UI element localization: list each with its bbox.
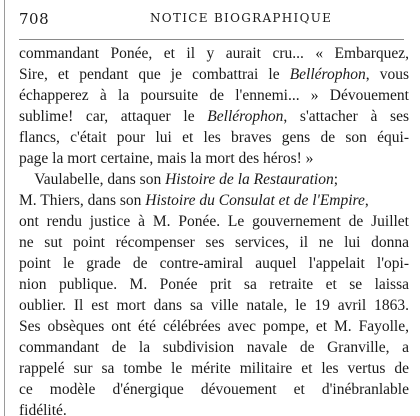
italic-title: Bellérophon <box>289 66 366 83</box>
italic-title: Histoire du Consulat et de l'Empire <box>145 192 365 209</box>
running-title: NOTICE BIOGRAPHIQUE <box>150 11 333 25</box>
text-line: commandant Ponée, et il y aurait cru... « Embarquez, <box>19 45 409 62</box>
text-line: oublier. Il est mort dans sa ville natale, le 19 avril 1863. <box>19 297 409 314</box>
text-line: nion publique. M. Ponée prit sa retraite et se laissa <box>19 276 409 293</box>
header-rule <box>19 39 404 40</box>
text-line: ont rendu justice à M. Ponée. Le gouvernement de Juillet <box>19 213 409 230</box>
text-line: fidélité. <box>19 402 67 416</box>
text-line: flancs, c'était pour lui et les braves gens de son équi- <box>19 129 409 146</box>
italic-title: Bellérophon <box>207 108 284 125</box>
text-line: échapperez à la poursuite de l'ennemi... » Dévouement <box>19 87 409 104</box>
body-text <box>19 43 409 416</box>
text-line: ne sut point récompenser ses services, il ne lui donna <box>19 234 409 251</box>
italic-title: Histoire de la Restauration <box>165 171 334 188</box>
text-line: Ses obsèques ont été célébrées avec pompe, et M. Fayolle, <box>19 318 409 335</box>
text-line: commandant de la subdivision navale de Granville, a <box>19 339 409 356</box>
page-number: 708 <box>19 10 50 28</box>
text-line: page la mort certaine, mais la mort des héros! » <box>19 150 314 167</box>
page-edge-line <box>4 0 5 416</box>
page-header <box>19 10 404 34</box>
text-line: point le grade de contre-amiral auquel l'appelait l'opi- <box>19 255 409 272</box>
text-line: M. Thiers, dans son Histoire du Consulat et de l'Empire, <box>19 192 369 209</box>
text-line: sublime! car, attaquer le Bellérophon, s'attacher à ses <box>19 108 409 125</box>
text-line: rappelé sur sa tombe le mérite militaire et les vertus de <box>19 360 409 377</box>
text-line: Vaulabelle, dans son Histoire de la Restauration; <box>19 171 339 188</box>
text-line: ce modèle d'énergique dévouement et d'inébranlable <box>19 381 409 398</box>
text-line: Sire, et pendant que je combattrai le Bellérophon, vous <box>19 66 409 83</box>
